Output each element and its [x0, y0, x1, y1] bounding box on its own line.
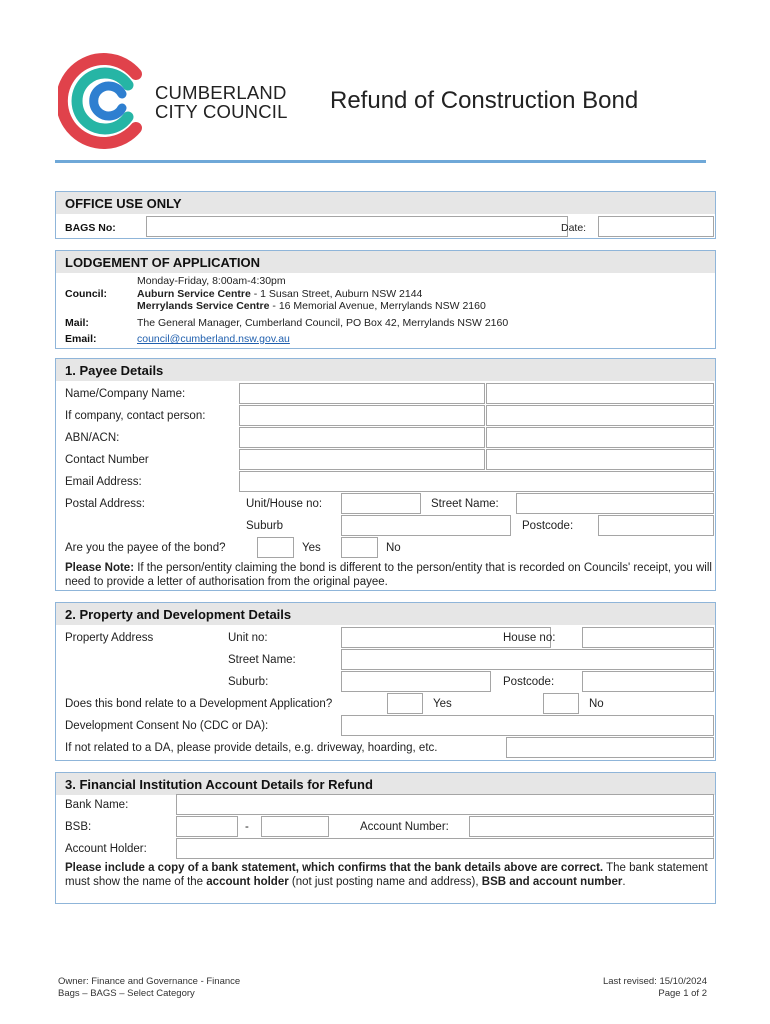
unit-no-label: Unit no: — [228, 632, 268, 644]
contact-number-input-1[interactable] — [239, 449, 485, 470]
not-da-label: If not related to a DA, please provide details, e.g. driveway, hoarding, etc. — [65, 742, 438, 754]
auburn-centre-address: - 1 Susan Street, Auburn NSW 2144 — [250, 288, 423, 300]
property-suburb-label: Suburb: — [228, 676, 269, 688]
auburn-centre — [137, 288, 422, 300]
property-postcode-input[interactable] — [582, 671, 714, 692]
postal-address-label: Postal Address: — [65, 498, 145, 510]
account-number-label: Account Number: — [360, 821, 449, 833]
unit-house-label: Unit/House no: — [246, 498, 323, 510]
footer-owner: Owner: Finance and Governance - Finance — [58, 976, 241, 987]
office-hours: Monday-Friday, 8:00am-4:30pm — [137, 275, 286, 287]
bank-name-input[interactable] — [176, 794, 714, 815]
bags-no-input[interactable] — [146, 216, 568, 237]
council-name-line2: CITY COUNCIL — [155, 101, 288, 122]
suburb-input[interactable] — [341, 515, 511, 536]
account-holder-label: Account Holder: — [65, 843, 147, 855]
bags-no-label: BAGS No: — [65, 222, 116, 234]
logo-blue-arc — [94, 86, 122, 116]
da-no-box[interactable] — [543, 693, 579, 714]
office-use-heading: OFFICE USE ONLY — [56, 192, 715, 214]
bank-note-text3: . — [622, 876, 626, 888]
bsb-dash: - — [245, 821, 249, 833]
house-no-label: House no: — [503, 632, 556, 644]
consent-no-input[interactable] — [341, 715, 714, 736]
da-no-label: No — [589, 698, 604, 710]
auburn-centre-name: Auburn Service Centre — [137, 288, 251, 300]
abn-acn-label: ABN/ACN: — [65, 432, 120, 444]
payee-yes-box[interactable] — [257, 537, 294, 558]
name-company-input-1[interactable] — [239, 383, 485, 404]
payee-note-bold: Please Note: — [65, 562, 135, 574]
abn-acn-input-1[interactable] — [239, 427, 485, 448]
date-label: Date: — [561, 222, 587, 234]
payee-note — [65, 561, 713, 589]
property-street-label: Street Name: — [228, 654, 296, 666]
property-section — [55, 602, 716, 761]
postcode-label: Postcode: — [522, 520, 574, 532]
mail-label: Mail: — [65, 317, 89, 329]
footer-bags: Bags – BAGS – Select Category — [58, 988, 195, 999]
payee-heading: 1. Payee Details — [56, 359, 715, 381]
page-title: Refund of Construction Bond — [330, 87, 639, 114]
merrylands-centre-address: - 16 Memorial Avenue, Merrylands NSW 2160 — [269, 300, 486, 312]
contact-number-input-2[interactable] — [486, 449, 714, 470]
council-name-line1: CUMBERLAND — [155, 82, 287, 103]
lodgement-section — [55, 250, 716, 349]
contact-person-label: If company, contact person: — [65, 410, 206, 422]
property-suburb-input[interactable] — [341, 671, 491, 692]
street-name-input[interactable] — [516, 493, 714, 514]
email-address-label: Email Address: — [65, 476, 142, 488]
bsb-input-2[interactable] — [261, 816, 329, 837]
logo-teal-arc — [77, 73, 128, 129]
payee-question: Are you the payee of the bond? — [65, 542, 226, 554]
unit-house-input[interactable] — [341, 493, 421, 514]
contact-person-input-2[interactable] — [486, 405, 714, 426]
email-address-input[interactable] — [239, 471, 714, 492]
bank-note-bold1: Please include a copy of a bank statement, which confirms that the bank details above are correct. — [65, 862, 604, 874]
property-street-input[interactable] — [341, 649, 714, 670]
footer-revised: Last revised: 15/10/2024 — [602, 976, 707, 987]
bank-heading: 3. Financial Institution Account Details for Refund — [56, 773, 715, 795]
bank-note-bold3: BSB and account number — [481, 876, 623, 888]
payee-no-label: No — [386, 542, 401, 554]
email-label: Email: — [65, 333, 97, 345]
not-da-details-input[interactable] — [506, 737, 714, 758]
merrylands-centre — [137, 300, 486, 312]
suburb-label: Suburb — [246, 520, 284, 532]
bank-section — [55, 772, 716, 904]
payee-section — [55, 358, 716, 591]
property-postcode-label: Postcode: — [503, 676, 555, 688]
bank-note — [65, 861, 713, 889]
property-address-label: Property Address — [65, 632, 154, 644]
office-use-section — [55, 191, 716, 239]
da-yes-box[interactable] — [387, 693, 423, 714]
account-holder-input[interactable] — [176, 838, 714, 859]
footer-page: Page 1 of 2 — [658, 988, 707, 999]
da-question: Does this bond relate to a Development Application? — [65, 698, 333, 710]
postcode-input[interactable] — [598, 515, 714, 536]
name-company-input-2[interactable] — [486, 383, 714, 404]
payee-yes-label: Yes — [302, 542, 321, 554]
da-yes-label: Yes — [433, 698, 452, 710]
bank-note-text2: (not just posting name and address), — [288, 876, 482, 888]
house-no-input[interactable] — [582, 627, 714, 648]
council-label: Council: — [65, 288, 107, 300]
cumberland-logo — [58, 52, 154, 150]
abn-acn-input-2[interactable] — [486, 427, 714, 448]
date-input[interactable] — [598, 216, 714, 237]
account-number-input[interactable] — [469, 816, 714, 837]
lodgement-heading: LODGEMENT OF APPLICATION — [56, 251, 715, 273]
bank-note-bold2: account holder — [206, 876, 289, 888]
bsb-input-1[interactable] — [176, 816, 238, 837]
name-company-label: Name/Company Name: — [65, 388, 186, 400]
council-email-link[interactable]: council@cumberland.nsw.gov.au — [137, 333, 290, 345]
bank-note-text1: The bank statement must show the name of the — [65, 862, 708, 888]
property-heading: 2. Property and Development Details — [56, 603, 715, 625]
merrylands-centre-name: Merrylands Service Centre — [137, 300, 270, 312]
bank-name-label: Bank Name: — [65, 799, 129, 811]
payee-note-text: If the person/entity claiming the bond is different to the person/entity that is recorded on Councils' receipt, you will need to provide a letter of authorisation from the original payee. — [65, 562, 712, 588]
bsb-label: BSB: — [65, 821, 92, 833]
payee-no-box[interactable] — [341, 537, 378, 558]
consent-no-label: Development Consent No (CDC or DA): — [65, 720, 269, 732]
mail-address: The General Manager, Cumberland Council, PO Box 42, Merrylands NSW 2160 — [137, 317, 509, 329]
street-name-label: Street Name: — [431, 498, 499, 510]
header-divider — [55, 160, 706, 163]
contact-number-label: Contact Number — [65, 454, 149, 466]
contact-person-input-1[interactable] — [239, 405, 485, 426]
